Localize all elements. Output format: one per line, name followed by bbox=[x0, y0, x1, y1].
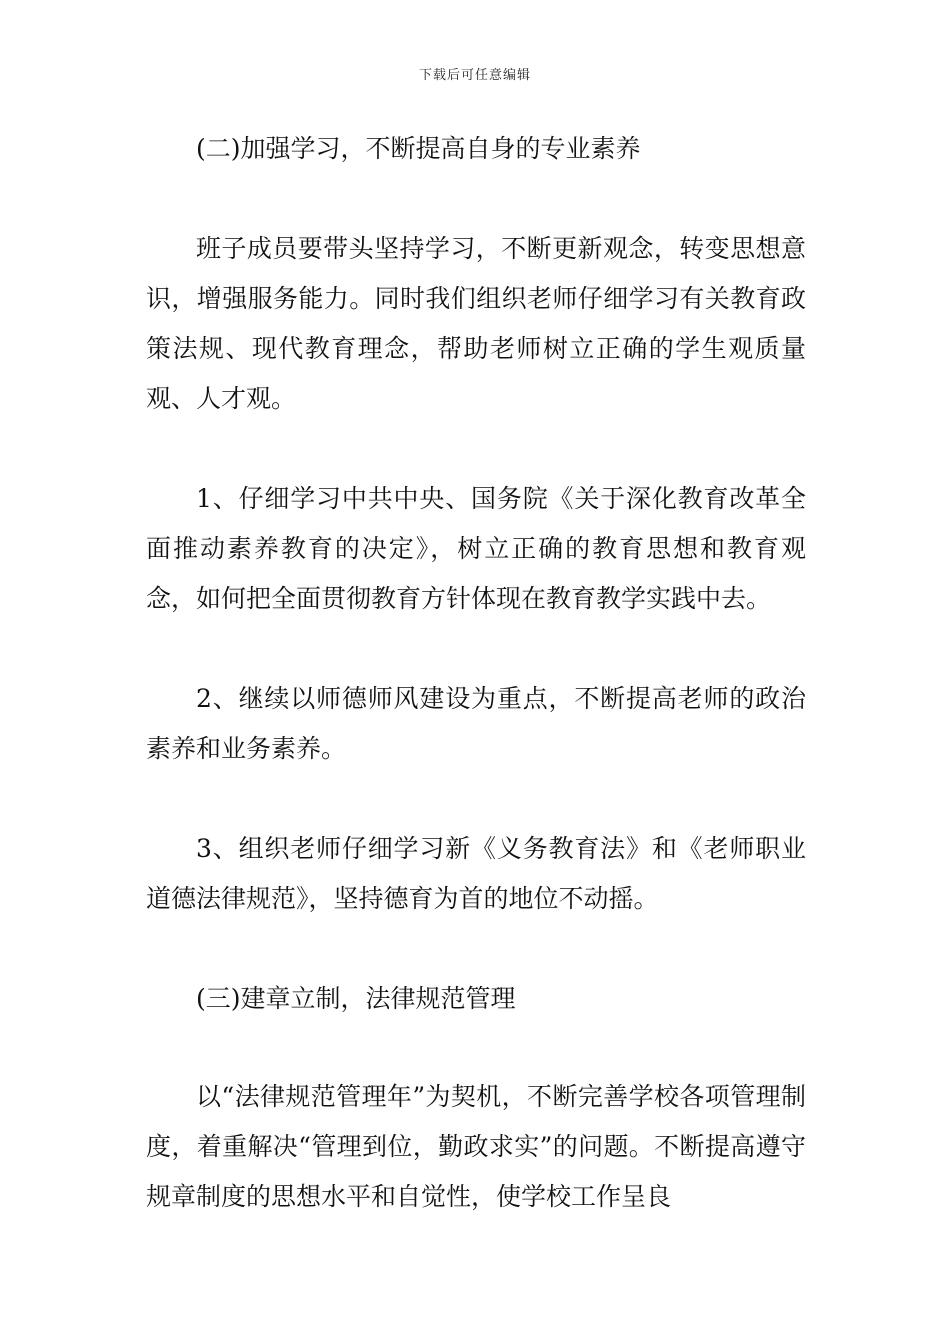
section-heading-3: (三)建章立制，法律规范管理 bbox=[196, 984, 516, 1013]
paragraph-2: 以“法律规范管理年”为契机，不断完善学校各项管理制度，着重解决“管理到位，勤政求实”的问题。不断提高遵守规章制度的思想水平和自觉性，使学校工作呈良 bbox=[146, 1082, 806, 1211]
list-item-1: 1、仔细学习中共中央、国务院《关于深化教育改革全面推动素养教育的决定》，树立正确的教育思想和教育观念，如何把全面贯彻教育方针体现在教育教学实践中去。 bbox=[146, 484, 806, 613]
section-heading-2: (二)加强学习，不断提高自身的专业素养 bbox=[196, 134, 641, 163]
list-item-2: 2、继续以师德师风建设为重点，不断提高老师的政治素养和业务素养。 bbox=[146, 684, 806, 763]
list-item-3: 3、组织老师仔细学习新《义务教育法》和《老师职业道德法律规范》，坚持德育为首的地位不动摇。 bbox=[146, 834, 806, 913]
paragraph-1: 班子成员要带头坚持学习，不断更新观念，转变思想意识，增强服务能力。同时我们组织老师仔细学习有关教育政策法规、现代教育理念，帮助老师树立正确的学生观质量观、人才观。 bbox=[146, 234, 806, 413]
header-note: 下载后可任意编辑 bbox=[418, 68, 531, 83]
